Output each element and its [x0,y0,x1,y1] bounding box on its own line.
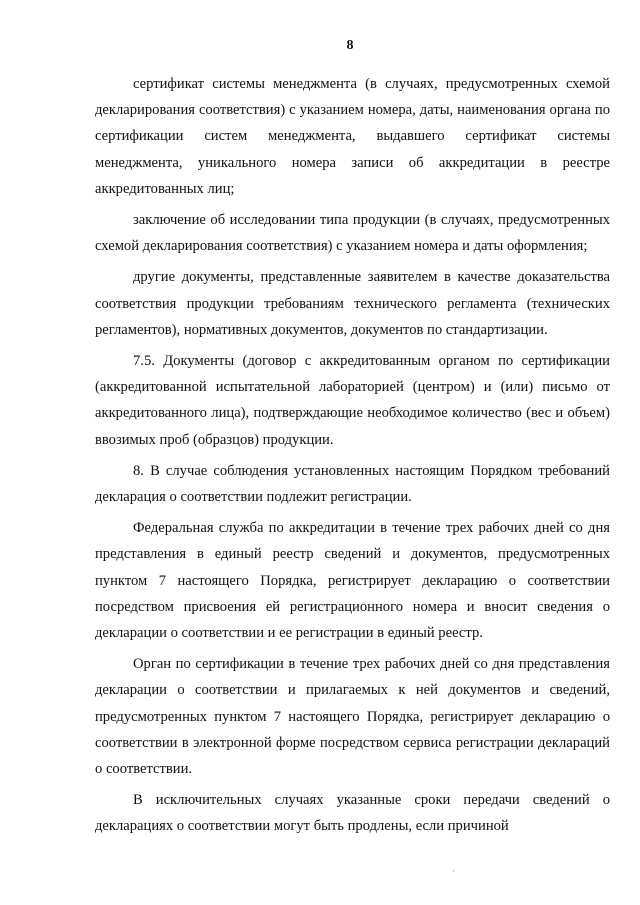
paragraph-management-certificate: сертификат системы менеджмента (в случаях, предусмотренных схемой декларирования соответствия) с указанием номера, даты, наименования органа по сертификации систем менеджмента, выдавшего сертификат системы менеджмента, уникального номера записи об аккредитации в реестре аккредитованных лиц; [95,76,610,197]
document-body [95,71,610,840]
paragraph-accreditation-service: Федеральная служба по аккредитации в течение трех рабочих дней со дня представления в единый реестр сведений и документов, предусмотренных пунктом 7 настоящего Порядка, регистрирует декларацию о соответствии посредством присвоения ей регистрационного номера и вносит сведения о декларации о соответствии и ее регистрации в единый реестр. [95,520,610,642]
paragraph-section-8: 8. В случае соблюдения установленных настоящим Порядком требований декларация о соответствии подлежит регистрации. [95,462,610,506]
paragraph-certification-body: Орган по сертификации в течение трех рабочих дней со дня представления декларации о соответствии и прилагаемых к ней документов и сведений, предусмотренных пунктом 7 настоящего Порядка, регистрирует декларацию о соответствии в электронной форме посредством сервиса регистрации деклараций о соответствии. [95,656,610,778]
page-number: 8 [346,38,354,53]
paragraph-other-documents: другие документы, представленные заявителем в качестве доказательства соответствия продукции требованиям технического регламента (технических регламентов), нормативных документов, документов по стандартизации. [95,269,610,338]
scan-mark: · [452,866,455,876]
paragraph-type-study-conclusion: заключение об исследовании типа продукции (в случаях, предусмотренных схемой декларирования соответствия) с указанием номера и даты оформления; [95,212,610,255]
paragraph-exceptional-cases: В исключительных случаях указанные сроки передачи сведений о декларациях о соответствии могут быть продлены, если причиной [95,792,610,835]
paragraph-section-7-5: 7.5. Документы (договор с аккредитованным органом по сертификации (аккредитованной испытательной лабораторией (центром) и (или) письмо от аккредитованного лица), подтверждающие необходимое количество (вес и объем) ввозимых проб (образцов) продукции. [95,353,610,448]
